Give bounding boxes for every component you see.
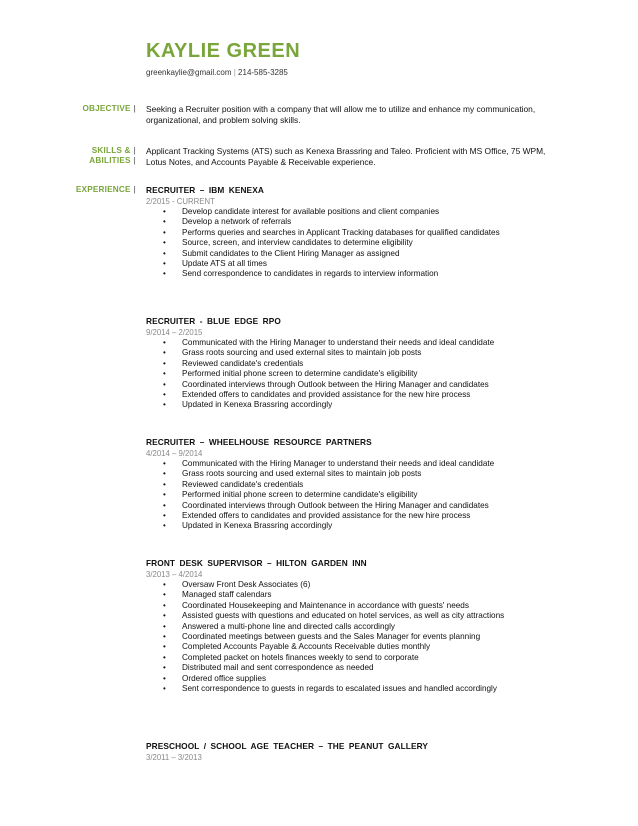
duty-text: Reviewed candidate's credentials (182, 358, 304, 368)
duty-item (146, 338, 566, 348)
objective-text: Seeking a Recruiter position with a company that will allow me to utilize and enhance my communication, organizational, and problem solving skills. (146, 104, 536, 125)
bullet-icon: • (163, 348, 166, 358)
job-dates: 2/2015 - CURRENT (146, 197, 215, 206)
job-title: PRESCHOOL / SCHOOL AGE TEACHER – THE PEANUT GALLERY (146, 741, 429, 751)
job-title: FRONT DESK SUPERVISOR – HILTON GARDEN INN (146, 558, 367, 568)
bullet-icon: • (163, 511, 166, 521)
bullet-icon: • (163, 400, 166, 410)
duty-text: Performed initial phone screen to determine candidate's eligibility (182, 369, 418, 379)
objective-label: OBJECTIVE | (82, 104, 136, 113)
duty-item (146, 469, 566, 479)
duty-text: Performed initial phone screen to determine candidate's eligibility (182, 490, 418, 500)
duty-text: Coordinated Housekeeping and Maintenance in accordance with guests' needs (182, 600, 469, 610)
bullet-icon: • (163, 621, 166, 631)
duty-text: Managed staff calendars (182, 590, 272, 600)
bullet-icon: • (163, 590, 166, 600)
bullet-icon: • (163, 338, 166, 347)
skills-text: Applicant Tracking Systems (ATS) such as Kenexa Brassring and Taleo. Proficient with MS Office, 75 WPM, Lotus Notes, and Accounts Payable & Receivable experience. (146, 146, 546, 167)
contact-line (146, 68, 288, 77)
bullet-icon: • (163, 269, 166, 279)
job-ibm-kenexa (146, 185, 566, 280)
job-hilton-garden-inn (146, 558, 566, 694)
bullet-icon: • (163, 663, 166, 673)
duty-item (146, 359, 566, 369)
duty-text: Distributed mail and sent correspondence as needed (182, 663, 374, 673)
bullet-icon: • (163, 259, 166, 269)
job-title: RECRUITER – WHEELHOUSE RESOURCE PARTNERS (146, 437, 372, 447)
duty-item (146, 400, 566, 410)
duty-item (146, 601, 566, 611)
duty-item (146, 259, 566, 269)
job-dates: 3/2011 – 3/2013 (146, 753, 202, 762)
duty-text: Oversaw Front Desk Associates (6) (182, 580, 311, 589)
bullet-icon: • (163, 238, 166, 248)
duty-text: Communicated with the Hiring Manager to understand their needs and ideal candidate (182, 338, 495, 347)
duty-text: Performs queries and searches in Applicant Tracking databases for qualified candidates (182, 227, 500, 237)
duty-text: Extended offers to candidates and provided assistance for the new hire process (182, 511, 471, 521)
duty-item (146, 207, 566, 217)
bullet-icon: • (163, 521, 166, 531)
duty-text: Completed packet on hotels finances weekly to send to corporate (182, 652, 419, 662)
bullet-icon: • (163, 369, 166, 379)
duty-item (146, 380, 566, 390)
label-divider: | (133, 185, 136, 194)
bullet-icon: • (163, 227, 166, 237)
duty-text: Grass roots sourcing and used external sites to maintain job posts (182, 469, 422, 479)
duty-text: Answered a multi-phone line and directed calls accordingly (182, 621, 395, 631)
duty-text: Submit candidates to the Client Hiring Manager as assigned (182, 248, 400, 258)
duty-text: Completed Accounts Payable & Accounts Receivable duties monthly (182, 642, 431, 652)
duty-item (146, 459, 566, 469)
bullet-icon: • (163, 580, 166, 589)
contact-separator: | (233, 68, 236, 77)
duty-text: Updated in Kenexa Brassring accordingly (182, 521, 333, 531)
duty-text: Ordered office supplies (182, 673, 267, 683)
duty-item (146, 390, 566, 400)
job-peanut-gallery (146, 741, 566, 763)
duty-item (146, 490, 566, 500)
label-divider: | (133, 104, 136, 113)
duty-item (146, 269, 566, 279)
phone: 214-585-3285 (238, 68, 288, 77)
job-duties (146, 459, 566, 532)
duty-item (146, 369, 566, 379)
duty-item (146, 249, 566, 259)
duty-item (146, 642, 566, 652)
candidate-name: KAYLIE GREEN (146, 40, 301, 62)
duty-text: Extended offers to candidates and provided assistance for the new hire process (182, 390, 471, 400)
bullet-icon: • (163, 500, 166, 510)
experience-label: EXPERIENCE | (75, 185, 136, 194)
bullet-icon: • (163, 248, 166, 258)
duty-text: Reviewed candidate's credentials (182, 479, 304, 489)
duty-text: Develop a network of referrals (182, 217, 292, 227)
email: greenkaylie@gmail.com (146, 68, 232, 77)
bullet-icon: • (163, 611, 166, 621)
bullet-icon: • (163, 469, 166, 479)
duty-item (146, 501, 566, 511)
duty-text: Source, screen, and interview candidates to determine eligibility (182, 238, 413, 248)
job-duties (146, 338, 566, 411)
duty-text: Assisted guests with questions and educated on hotel services, as well as city attractions (182, 611, 505, 621)
job-blue-edge-rpo (146, 316, 566, 411)
job-dates: 3/2013 – 4/2014 (146, 570, 203, 579)
duty-item (146, 622, 566, 632)
job-title: RECRUITER - BLUE EDGE RPO (146, 316, 281, 326)
bullet-icon: • (163, 459, 166, 468)
bullet-icon: • (163, 490, 166, 500)
bullet-icon: • (163, 642, 166, 652)
duty-text: Coordinated meetings between guests and the Sales Manager for events planning (182, 632, 481, 642)
duty-text: Update ATS at all times (182, 259, 267, 269)
duty-item (146, 684, 566, 694)
bullet-icon: • (163, 632, 166, 642)
duty-item (146, 228, 566, 238)
duty-item (146, 217, 566, 227)
duty-text: Communicated with the Hiring Manager to understand their needs and ideal candidate (182, 459, 495, 468)
duty-text: Sent correspondence to guests in regards to escalated issues and handled accordingly (182, 684, 497, 694)
bullet-icon: • (163, 358, 166, 368)
job-duties (146, 580, 566, 694)
duty-item (146, 653, 566, 663)
skills-label: SKILLS & | ABILITIES | (89, 146, 136, 165)
duty-text: Send correspondence to candidates in regards to interview information (182, 269, 439, 279)
duty-text: Coordinated interviews through Outlook between the Hiring Manager and candidates (182, 379, 489, 389)
job-title: RECRUITER – IBM KENEXA (146, 185, 264, 195)
duty-item (146, 348, 566, 358)
duty-item (146, 632, 566, 642)
bullet-icon: • (163, 479, 166, 489)
duty-item (146, 238, 566, 248)
duty-item (146, 580, 566, 590)
duty-text: Grass roots sourcing and used external sites to maintain job posts (182, 348, 422, 358)
job-dates: 9/2014 – 2/2015 (146, 328, 203, 337)
bullet-icon: • (163, 684, 166, 694)
duty-item (146, 480, 566, 490)
duty-item (146, 521, 566, 531)
duty-item (146, 674, 566, 684)
duty-item (146, 590, 566, 600)
duty-text: Develop candidate interest for available positions and client companies (182, 207, 440, 216)
bullet-icon: • (163, 390, 166, 400)
bullet-icon: • (163, 652, 166, 662)
job-duties (146, 207, 566, 280)
duty-item (146, 663, 566, 673)
bullet-icon: • (163, 379, 166, 389)
job-wheelhouse (146, 437, 566, 532)
duty-item (146, 511, 566, 521)
job-dates: 4/2014 – 9/2014 (146, 449, 203, 458)
bullet-icon: • (163, 217, 166, 227)
bullet-icon: • (163, 600, 166, 610)
duty-text: Updated in Kenexa Brassring accordingly (182, 400, 333, 410)
duty-text: Coordinated interviews through Outlook between the Hiring Manager and candidates (182, 500, 489, 510)
bullet-icon: • (163, 207, 166, 216)
bullet-icon: • (163, 673, 166, 683)
duty-item (146, 611, 566, 621)
